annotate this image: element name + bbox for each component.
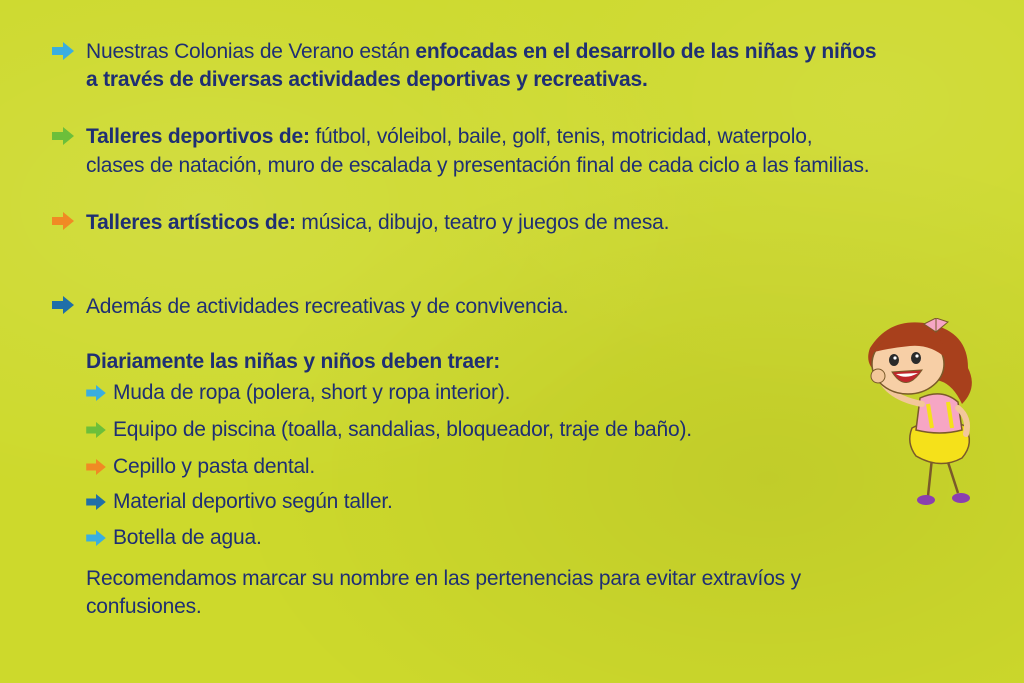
- sports-line-1: [86, 123, 812, 151]
- list-item: Botella de agua.: [113, 526, 262, 549]
- intro-line-1: [86, 38, 876, 66]
- arrow-right-icon: [86, 459, 106, 475]
- arts-text: música, dibujo, teatro y juegos de mesa.: [295, 211, 670, 234]
- list-item: Muda de ropa (polera, short y ropa interior).: [113, 381, 511, 404]
- daily-heading: Diariamente las niñas y niños deben traer:: [86, 350, 501, 373]
- sports-label: Talleres deportivos de:: [86, 125, 310, 148]
- arrow-right-icon: [52, 296, 74, 314]
- arrow-right-icon: [86, 422, 106, 438]
- extra-line: Además de actividades recreativas y de convivencia.: [86, 295, 569, 318]
- intro-plain-text: Nuestras Colonias de Verano están: [86, 40, 416, 63]
- list-item: Equipo de piscina (toalla, sandalias, bloqueador, traje de baño).: [113, 418, 692, 441]
- intro-line-2: [86, 66, 648, 94]
- list-item: Cepillo y pasta dental.: [113, 455, 316, 478]
- sports-text: fútbol, vóleibol, baile, golf, tenis, motricidad, waterpolo,: [309, 125, 813, 148]
- arts-line: [86, 209, 669, 237]
- arrow-right-icon: [52, 212, 74, 230]
- recommendation-line-2: confusiones.: [86, 595, 202, 618]
- arrow-right-icon: [86, 530, 106, 546]
- arts-label: Talleres artísticos de:: [86, 211, 296, 234]
- arrow-right-icon: [86, 385, 106, 401]
- arrow-right-icon: [52, 42, 74, 60]
- intro-bold-text: enfocadas en el desarrollo de las niñas y niños: [415, 40, 877, 63]
- intro-bold-text-2: a través de diversas actividades deportivas y recreativas.: [86, 68, 648, 91]
- arrow-right-icon: [52, 127, 74, 145]
- recommendation-line-1: Recomendamos marcar su nombre en las pertenencias para evitar extravíos y: [86, 567, 801, 590]
- arrow-right-icon: [86, 494, 106, 510]
- sports-line-2: clases de natación, muro de escalada y presentación final de cada ciclo a las familias.: [86, 154, 870, 177]
- list-item: Material deportivo según taller.: [113, 490, 393, 513]
- cartoon-girl-icon: [850, 318, 980, 513]
